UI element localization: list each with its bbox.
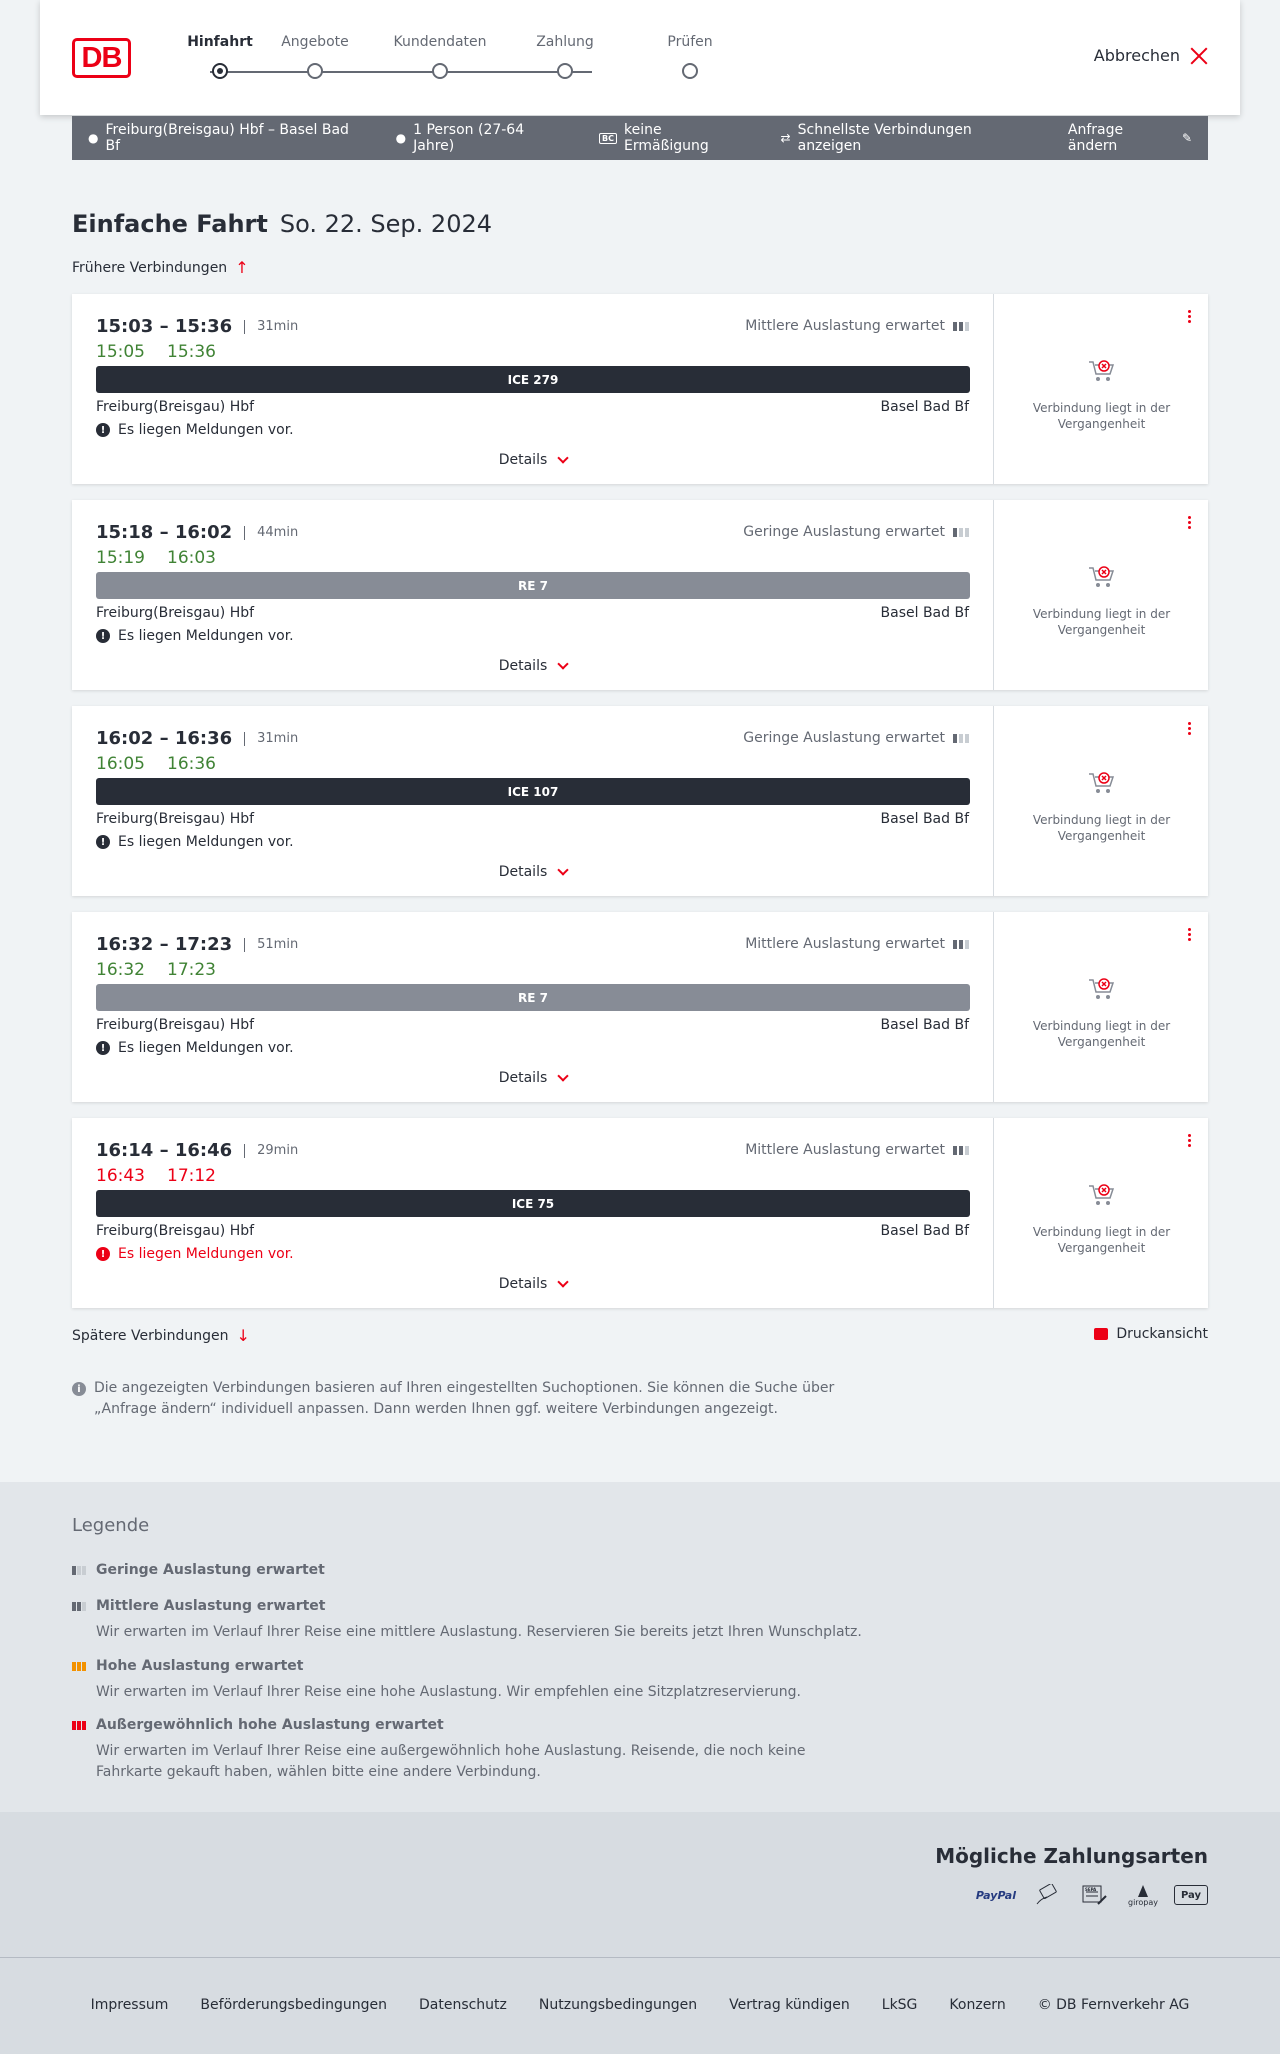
more-options-icon[interactable]: [1188, 516, 1192, 529]
legend-low: [72, 1562, 872, 1578]
header: [40, 0, 1240, 115]
occupancy-icon: [953, 940, 969, 949]
footer-link-vertrag[interactable]: Vertrag kündigen: [729, 1997, 850, 2013]
trip-date: So. 22. Sep. 2024: [279, 210, 492, 238]
occupancy-info: [745, 936, 969, 952]
connection-main[interactable]: [72, 912, 994, 1102]
connection-offer: [995, 706, 1208, 896]
later-connections-label: Spätere Verbindungen: [72, 1327, 229, 1344]
departure-station: Freiburg(Breisgau) Hbf: [96, 1223, 255, 1239]
cart-unavailable-icon: [1087, 1182, 1117, 1208]
summary-persons: [396, 122, 567, 154]
connection-offer: [995, 294, 1208, 484]
details-toggle[interactable]: [72, 658, 994, 674]
footer-copyright: © DB Fernverkehr AG: [1037, 1997, 1190, 2013]
legend-desc: Wir erwarten im Verlauf Ihrer Reise eine mittlere Auslastung. Reservieren Sie bereits jetzt Ihren Wunschplatz.: [96, 1624, 862, 1640]
warning-icon: !: [96, 423, 110, 437]
footer-link-nutzung[interactable]: Nutzungsbedingungen: [538, 1997, 698, 2013]
earlier-connections-link[interactable]: [72, 258, 249, 277]
connection-offer: [995, 500, 1208, 690]
chevron-down-icon: [558, 1070, 569, 1081]
fastest-text: Schnellste Verbindungen anzeigen: [797, 122, 972, 154]
connection-main[interactable]: [72, 1118, 994, 1308]
realtime-departure: 16:43: [96, 1166, 145, 1186]
realtime-times: [96, 342, 216, 362]
realtime-times: [96, 548, 216, 568]
occupancy-icon: [953, 734, 969, 743]
notice-text: Es liegen Meldungen vor.: [118, 628, 294, 644]
step-kundendaten: [390, 34, 490, 54]
occupancy-label: Geringe Auslastung erwartet: [743, 730, 945, 746]
footer-link-konzern[interactable]: Konzern: [949, 1997, 1006, 2013]
duration: 44min: [244, 526, 298, 540]
summary-route: [88, 122, 364, 154]
occupancy-very-high-icon: [72, 1721, 88, 1730]
details-toggle[interactable]: [72, 1276, 994, 1292]
notice-text: Es liegen Meldungen vor.: [118, 1040, 294, 1056]
occupancy-info: [743, 524, 969, 540]
notice-message: [96, 834, 294, 850]
notice-text: Es liegen Meldungen vor.: [118, 422, 294, 438]
connection-times: [96, 934, 298, 955]
occupancy-label: Mittlere Auslastung erwartet: [745, 936, 945, 952]
realtime-times: [96, 960, 216, 980]
arrival-station: Basel Bad Bf: [880, 811, 969, 827]
connection-offer: [995, 1118, 1208, 1308]
payment-section: [0, 1812, 1280, 1957]
details-label: Details: [498, 864, 548, 880]
steps-line: [210, 71, 592, 73]
apple-pay-icon: [1174, 1885, 1208, 1905]
details-toggle[interactable]: [72, 1070, 994, 1086]
train-bar: ICE 75: [96, 1190, 970, 1217]
arrival-station: Basel Bad Bf: [880, 605, 969, 621]
step-label: Angebote: [281, 34, 349, 50]
occupancy-icon: [953, 528, 969, 537]
payment-title: Mögliche Zahlungsarten: [935, 1844, 1208, 1868]
notice-message: [96, 1246, 294, 1262]
step-dot: [682, 63, 698, 79]
planned-times: 15:03 – 15:36: [96, 316, 233, 337]
footer-link-impressum[interactable]: Impressum: [90, 1997, 169, 2013]
legend-medium: [72, 1598, 872, 1643]
print-view-label: Druckansicht: [1116, 1326, 1208, 1342]
paypal-icon: PayPal: [975, 1888, 1016, 1902]
realtime-departure: 16:05: [96, 754, 145, 774]
earlier-connections-label: Frühere Verbindungen: [72, 259, 228, 276]
connection-main[interactable]: [72, 500, 994, 690]
connection-card[interactable]: [72, 706, 1208, 896]
connection-main[interactable]: [72, 706, 994, 896]
legend-label: Geringe Auslastung erwartet: [96, 1562, 325, 1578]
search-summary-bar: [72, 116, 1208, 160]
search-info-note: [72, 1378, 852, 1420]
realtime-times: [96, 754, 216, 774]
step-pruefen: [640, 34, 740, 54]
cart-unavailable-icon: [1087, 358, 1117, 384]
step-label: Zahlung: [536, 34, 594, 50]
person-icon: ●: [395, 131, 407, 145]
change-request-label: Anfrage ändern: [1067, 122, 1124, 154]
past-connection-note: Verbindung liegt in der Vergangenheit: [1032, 1225, 1171, 1255]
details-toggle[interactable]: [72, 864, 994, 880]
past-connection-note: Verbindung liegt in der Vergangenheit: [1032, 607, 1171, 637]
past-connection-note: Verbindung liegt in der Vergangenheit: [1032, 813, 1171, 843]
connection-times: [96, 522, 298, 543]
warning-icon: !: [96, 629, 110, 643]
legend-label: Hohe Auslastung erwartet: [96, 1658, 304, 1674]
duration: 51min: [244, 938, 298, 952]
footer-link-befoerderung[interactable]: Beförderungsbedingungen: [200, 1997, 387, 2013]
pencil-icon: ✎: [1181, 131, 1193, 145]
train-bar: RE 7: [96, 572, 970, 599]
notice-message: [96, 1040, 294, 1056]
arrival-station: Basel Bad Bf: [880, 1223, 969, 1239]
occupancy-label: Geringe Auslastung erwartet: [743, 524, 945, 540]
route-text: Freiburg(Breisgau) Hbf – Basel Bad Bf: [105, 122, 349, 154]
departure-station: Freiburg(Breisgau) Hbf: [96, 399, 255, 415]
connection-times: [96, 316, 298, 337]
cart-unavailable-icon: [1087, 976, 1117, 1002]
departure-station: Freiburg(Breisgau) Hbf: [96, 1017, 255, 1033]
print-view-button[interactable]: [1094, 1326, 1208, 1342]
legend-very-high: [72, 1717, 872, 1783]
legend-label: Außergewöhnlich hohe Auslastung erwartet: [96, 1717, 444, 1733]
step-label: Prüfen: [667, 34, 713, 50]
past-connection-note: Verbindung liegt in der Vergangenheit: [1032, 1019, 1171, 1049]
more-options-icon[interactable]: [1188, 310, 1192, 323]
warning-icon: !: [96, 835, 110, 849]
db-logo[interactable]: DB: [72, 38, 131, 78]
connection-card[interactable]: [72, 294, 1208, 484]
occupancy-info: [745, 318, 969, 334]
connection-card[interactable]: [72, 912, 1208, 1102]
departure-station: Freiburg(Breisgau) Hbf: [96, 811, 255, 827]
details-toggle[interactable]: [72, 452, 994, 468]
summary-fastest[interactable]: [781, 122, 1036, 154]
train-bar: ICE 107: [96, 778, 970, 805]
connection-times: [96, 1140, 298, 1161]
legend-section: [0, 1482, 1280, 1812]
step-angebote: [265, 34, 365, 54]
printer-icon: [1094, 1328, 1108, 1340]
step-label: Hinfahrt: [187, 34, 253, 50]
occupancy-icon: [953, 1146, 969, 1155]
train-bar: ICE 279: [96, 366, 970, 393]
realtime-departure: 16:32: [96, 960, 145, 980]
more-options-icon[interactable]: [1188, 928, 1192, 941]
step-hinfahrt: [170, 34, 270, 54]
discount-text: keine Ermäßigung: [624, 122, 709, 154]
location-pin-icon: ●: [88, 131, 99, 145]
notice-text: Es liegen Meldungen vor.: [118, 1246, 294, 1262]
occupancy-info: [743, 730, 969, 746]
details-label: Details: [498, 1276, 548, 1292]
footer-link-lksg[interactable]: LkSG: [881, 1997, 918, 2013]
apple-pay-label: Pay: [1180, 1889, 1202, 1901]
occupancy-label: Mittlere Auslastung erwartet: [745, 318, 945, 334]
chevron-down-icon: [558, 658, 569, 669]
persons-text: 1 Person (27-64 Jahre): [413, 122, 525, 154]
step-zahlung: [515, 34, 615, 54]
giropay-icon: [1126, 1882, 1160, 1908]
footer-links: [0, 1997, 1280, 2013]
close-icon: [1190, 47, 1208, 65]
later-connections-link[interactable]: [72, 1326, 250, 1345]
sepa-icon: [1078, 1882, 1112, 1908]
svg-text:SEPA: SEPA: [1085, 1887, 1097, 1892]
realtime-arrival: 15:36: [167, 342, 216, 362]
cart-unavailable-icon: [1087, 564, 1117, 590]
planned-times: 16:32 – 17:23: [96, 934, 233, 955]
occupancy-icon: [953, 322, 969, 331]
realtime-arrival: 16:03: [167, 548, 216, 568]
footer-link-datenschutz[interactable]: Datenschutz: [418, 1997, 507, 2013]
connection-card[interactable]: [72, 1118, 1208, 1308]
progress-steps: [170, 34, 770, 84]
realtime-departure: 15:19: [96, 548, 145, 568]
occupancy-medium-icon: [72, 1602, 88, 1611]
connection-main[interactable]: [72, 294, 994, 484]
chevron-down-icon: [558, 452, 569, 463]
giropay-label: giropay: [1127, 1897, 1159, 1907]
realtime-times: [96, 1166, 216, 1186]
more-options-icon[interactable]: [1188, 722, 1192, 735]
step-dot: [307, 63, 323, 79]
cancel-button[interactable]: [1094, 46, 1208, 65]
notice-message: [96, 628, 294, 644]
cancel-label: Abbrechen: [1093, 46, 1180, 65]
planned-times: 15:18 – 16:02: [96, 522, 233, 543]
connection-offer: [995, 912, 1208, 1102]
occupancy-high-icon: [72, 1662, 88, 1671]
legend-label: Mittlere Auslastung erwartet: [96, 1598, 326, 1614]
occupancy-label: Mittlere Auslastung erwartet: [745, 1142, 945, 1158]
details-label: Details: [498, 1070, 548, 1086]
connection-times: [96, 728, 298, 749]
realtime-arrival: 17:23: [167, 960, 216, 980]
arrow-up-icon: ↑: [235, 258, 249, 277]
step-dot: [432, 63, 448, 79]
notice-message: [96, 422, 294, 438]
notice-text: Es liegen Meldungen vor.: [118, 834, 294, 850]
realtime-arrival: 16:36: [167, 754, 216, 774]
realtime-arrival: 17:12: [167, 1166, 216, 1186]
departure-station: Freiburg(Breisgau) Hbf: [96, 605, 255, 621]
info-text: Die angezeigten Verbindungen basieren auf Ihren eingestellten Suchoptionen. Sie können die Suche über „Anfrage ändern“ individuell anpassen. Dann werden Ihnen ggf. weitere Verbindungen angezeigt.: [94, 1380, 835, 1417]
duration: 29min: [244, 1144, 298, 1158]
card-hand-icon: [1030, 1882, 1064, 1908]
footer: [0, 1957, 1280, 2054]
more-options-icon[interactable]: [1188, 1134, 1192, 1147]
occupancy-info: [745, 1142, 969, 1158]
legend-desc: Wir erwarten im Verlauf Ihrer Reise eine hohe Auslastung. Wir empfehlen eine Sitzplatzreservierung.: [96, 1684, 801, 1700]
warning-icon: !: [96, 1247, 110, 1261]
bahncard-icon: BC: [599, 133, 617, 144]
occupancy-low-icon: [72, 1566, 88, 1575]
chevron-down-icon: [558, 864, 569, 875]
page-title: [72, 210, 492, 238]
past-connection-note: Verbindung liegt in der Vergangenheit: [1032, 401, 1171, 431]
payment-icons: [976, 1882, 1208, 1908]
arrival-station: Basel Bad Bf: [880, 399, 969, 415]
cart-unavailable-icon: [1087, 770, 1117, 796]
legend-title: Legende: [72, 1515, 150, 1536]
realtime-departure: 15:05: [96, 342, 145, 362]
chevron-down-icon: [558, 1276, 569, 1287]
swap-icon: ⇄: [780, 131, 791, 145]
info-icon: i: [72, 1382, 86, 1396]
trip-type: Einfache Fahrt: [72, 210, 268, 238]
connection-card[interactable]: [72, 500, 1208, 690]
warning-icon: !: [96, 1041, 110, 1055]
summary-discount: [599, 122, 749, 154]
arrival-station: Basel Bad Bf: [880, 1017, 969, 1033]
legend-desc: Wir erwarten im Verlauf Ihrer Reise eine außergewöhnlich hohe Auslastung. Reisende, die noch keine Fahrkarte gekauft haben, wählen bitte eine andere Verbindung.: [96, 1743, 806, 1780]
train-bar: RE 7: [96, 984, 970, 1011]
duration: 31min: [244, 732, 298, 746]
change-request-button[interactable]: [1068, 122, 1192, 154]
step-label: Kundendaten: [393, 34, 487, 50]
planned-times: 16:02 – 16:36: [96, 728, 233, 749]
duration: 31min: [244, 320, 298, 334]
arrow-down-icon: ↓: [236, 1326, 250, 1345]
planned-times: 16:14 – 16:46: [96, 1140, 233, 1161]
step-dot: [212, 63, 228, 79]
step-dot: [557, 63, 573, 79]
details-label: Details: [498, 452, 548, 468]
legend-high: [72, 1658, 872, 1703]
details-label: Details: [498, 658, 548, 674]
